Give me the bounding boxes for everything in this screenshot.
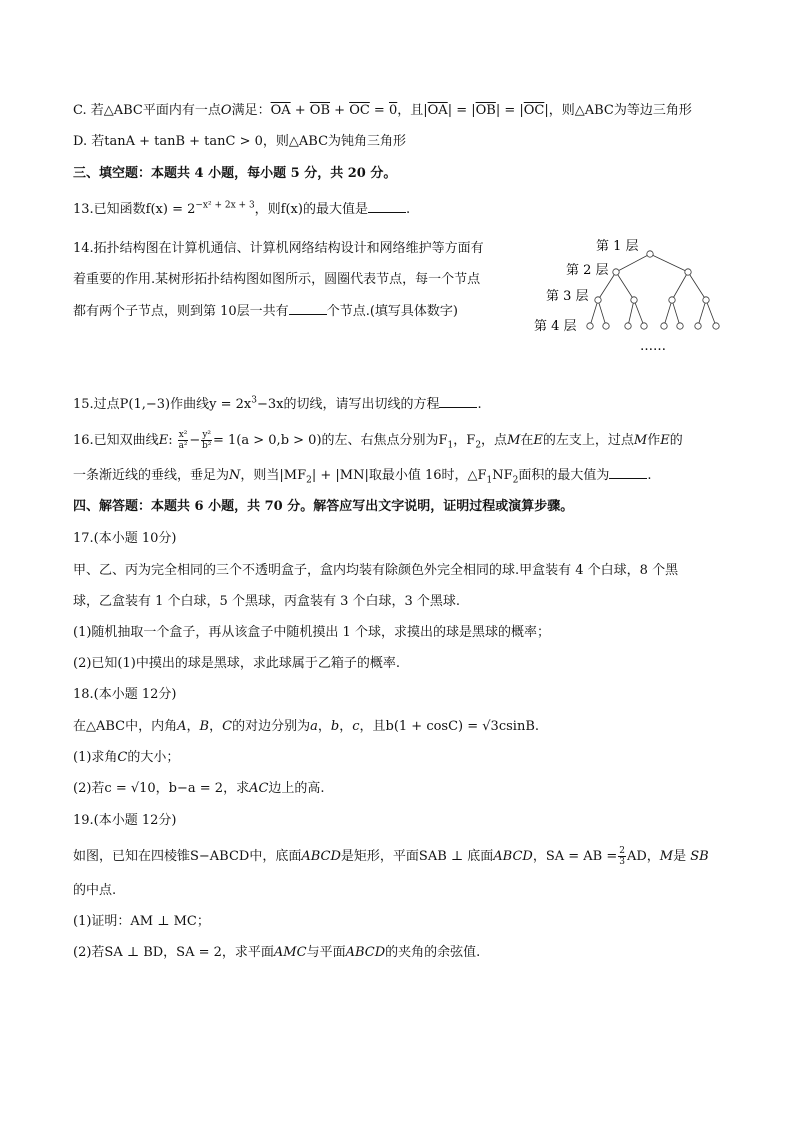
question-19-heading: 19.(本小题 12分) xyxy=(73,813,177,828)
question-16-line1: 16.已知双曲线E: $\frac{\text{x²}}{\text{a²}}$ − $\frac{\text{y²}}{\text{b²}}$ = 1(a > 0,b > 0)的左、右焦点分别为$F_1$，$F_2$，点M在E的左支上，过点M作E的 xyxy=(73,430,683,451)
tree-node xyxy=(603,323,609,329)
question-17-line2: 球，乙盒装有 1 个白球，5 个黑球，丙盒装有 3 个白球，3 个黑球. xyxy=(73,594,461,609)
tree-node xyxy=(631,297,637,303)
tree-node xyxy=(613,269,619,275)
section-4-heading: 四、解答题：本题共 6 小题，共 70 分。解答应写出文字说明，证明过程或演算步骤。 xyxy=(73,499,574,514)
question-16-line2: 一条渐近线的垂线，垂足为N，则当$|MF_2| + |MN|$取最小值 16时，$\triangle F_1NF_2$面积的最大值为 . xyxy=(73,468,652,486)
question-17-part2: (2)已知(1)中摸出的球是黑球，求此球属于乙箱子的概率. xyxy=(73,656,400,671)
question-19-part2: (2)若SA ⊥ BD，SA = 2，求平面AMC与平面ABCD的夹角的余弦值. xyxy=(73,945,481,960)
question-17-line1: 甲、乙、丙为完全相同的三个不透明盒子，盒内均装有除颜色外完全相同的球.甲盒装有 4 个白球，8 个黑 xyxy=(73,563,679,578)
tree-node xyxy=(669,297,675,303)
tree-node xyxy=(661,323,667,329)
answer-blank xyxy=(368,200,406,213)
question-18-part2: (2)若c = √10，b−a = 2，求AC边上的高. xyxy=(73,781,325,796)
tree-node xyxy=(703,297,709,303)
question-14-line1: 14.拓扑结构图在计算机通信、计算机网络结构设计和网络维护等方面有 xyxy=(73,241,484,256)
answer-blank xyxy=(289,302,327,315)
question-14-line3: 都有两个子节点，则到第 10层一共有 个节点.(填写具体数字) xyxy=(73,304,458,319)
tree-ellipsis: …… xyxy=(640,339,666,352)
tree-level-1-label: 第 1 层 xyxy=(596,239,639,254)
question-17-heading: 17.(本小题 10分) xyxy=(73,531,177,546)
question-19-line2: 的中点. xyxy=(73,883,117,898)
question-18-part1: (1)求角C的大小； xyxy=(73,750,180,765)
answer-blank xyxy=(439,395,477,408)
tree-diagram xyxy=(530,232,730,352)
question-13: 13.已知函数$f(x) = 2^{-x^2 + 2x + 3}$，则f(x)的最大值是 . xyxy=(73,200,411,217)
tree-node xyxy=(695,323,701,329)
tree-node xyxy=(677,323,683,329)
tree-node xyxy=(685,269,691,275)
question-18-line1: 在△ABC中，内角A，B，C的对边分别为a，b，c，且b(1 + cosC) = √3csinB. xyxy=(73,719,539,734)
section-3-heading: 三、填空题：本题共 4 小题，每小题 5 分，共 20 分。 xyxy=(73,166,397,181)
tree-node xyxy=(647,251,653,257)
question-19-part1: (1)证明：AM ⊥ MC； xyxy=(73,914,210,929)
tree-level-4-label: 第 4 层 xyxy=(534,319,577,334)
option-d: D. 若tanA + tanB + tanC > 0，则△ABC为钝角三角形 xyxy=(73,134,407,149)
tree-level-3-label: 第 3 层 xyxy=(546,289,589,304)
tree-node xyxy=(587,323,593,329)
question-19-line1: 如图，已知在四棱锥S−ABCD中，底面ABCD是矩形，平面SAB ⊥ 底面ABCD，SA = AB = $\frac{2}{3}$ AD，M是 SB xyxy=(73,846,709,867)
tree-level-2-label: 第 2 层 xyxy=(566,263,609,278)
tree-node xyxy=(713,323,719,329)
tree-node xyxy=(625,323,631,329)
question-14-line2: 着重要的作用.某树形拓扑结构图如图所示，圆圈代表节点，每一个节点 xyxy=(73,272,481,287)
question-15: 15.过点P(1,−3)作曲线$y = 2x^3-3x$的切线，请写出切线的方程 . xyxy=(73,395,482,412)
question-17-part1: (1)随机抽取一个盒子，再从该盒子中随机摸出 1 个球，求摸出的球是黑球的概率； xyxy=(73,625,550,640)
option-c: C. 若△ABC平面内有一点O满足：$\overline{OA} + \overline{OB} + \overline{OC} = 0$，且$|\overline{OA}| = |\overline{OB}| = |\overline{OC}|$，则△ABC为等边三角形 xyxy=(73,103,692,118)
answer-blank xyxy=(609,466,647,479)
tree-node xyxy=(641,323,647,329)
question-18-heading: 18.(本小题 12分) xyxy=(73,687,177,702)
tree-node xyxy=(595,297,601,303)
